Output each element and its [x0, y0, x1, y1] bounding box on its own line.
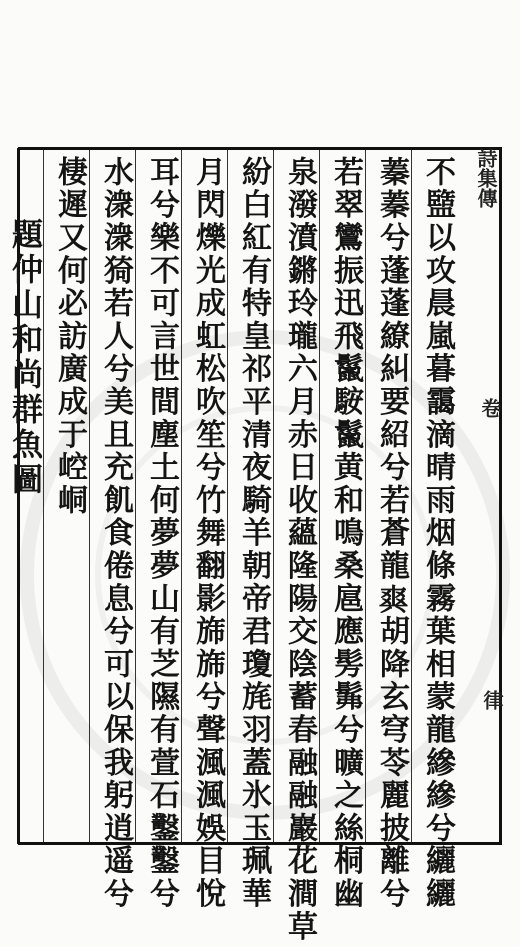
- column-divider: [319, 150, 320, 842]
- poem-title-column: 題仲山和尚群魚圖: [6, 218, 42, 498]
- column-divider: [181, 150, 182, 842]
- frame-right-border: [499, 148, 502, 844]
- text-column-6: 月閃爍光成虹松吹笙兮竹舞翻影旆旆兮聲渢渢娛目悅: [190, 156, 225, 911]
- margin-right-edge-mark: 律: [480, 690, 504, 710]
- text-column-8: 水潨潨猗若人兮美且充飢食倦息兮可以保我躬逍遥兮: [98, 156, 133, 911]
- column-divider: [273, 150, 274, 842]
- text-column-5: 紛白紅有特皇祁平清夜騎羊朝帝君瓊旄羽蓋氷玉珮華: [236, 156, 271, 911]
- column-divider: [227, 150, 228, 842]
- text-column-3: 若翠鸞振迅飛鬣𩣑鬣黄和鳴桑扈應髣髴兮曠之絲桐幽: [328, 156, 363, 911]
- column-divider: [135, 150, 136, 842]
- margin-volume-mark: 卷: [478, 398, 502, 418]
- margin-book-title: 詩集傳: [474, 148, 498, 208]
- text-column-2: 蓁蓁兮蓬蓬繚糾要紹兮若蒼龍𤕤胡降玄穹苓麗披離兮: [374, 156, 409, 911]
- text-column-7: 耳兮樂不可言世間塵土何夢夢山有芝隰有萱石鑿鑿兮: [144, 156, 179, 911]
- text-column-9: 棲遲又何必訪廣成于崆峒: [52, 156, 87, 517]
- text-column-1: 不盬以攻晨嵐暮靄滴晴雨烟條霧葉相蒙龍縿縿兮纚纚: [420, 156, 455, 911]
- frame-top-border: [18, 147, 502, 150]
- column-divider: [89, 150, 90, 842]
- text-column-4: 泉潑濆鏘玲瓏六月赤日收蘊隆陽交陰蓄春融融巖花澗草: [282, 156, 317, 944]
- column-divider: [411, 150, 412, 842]
- column-divider: [365, 150, 366, 842]
